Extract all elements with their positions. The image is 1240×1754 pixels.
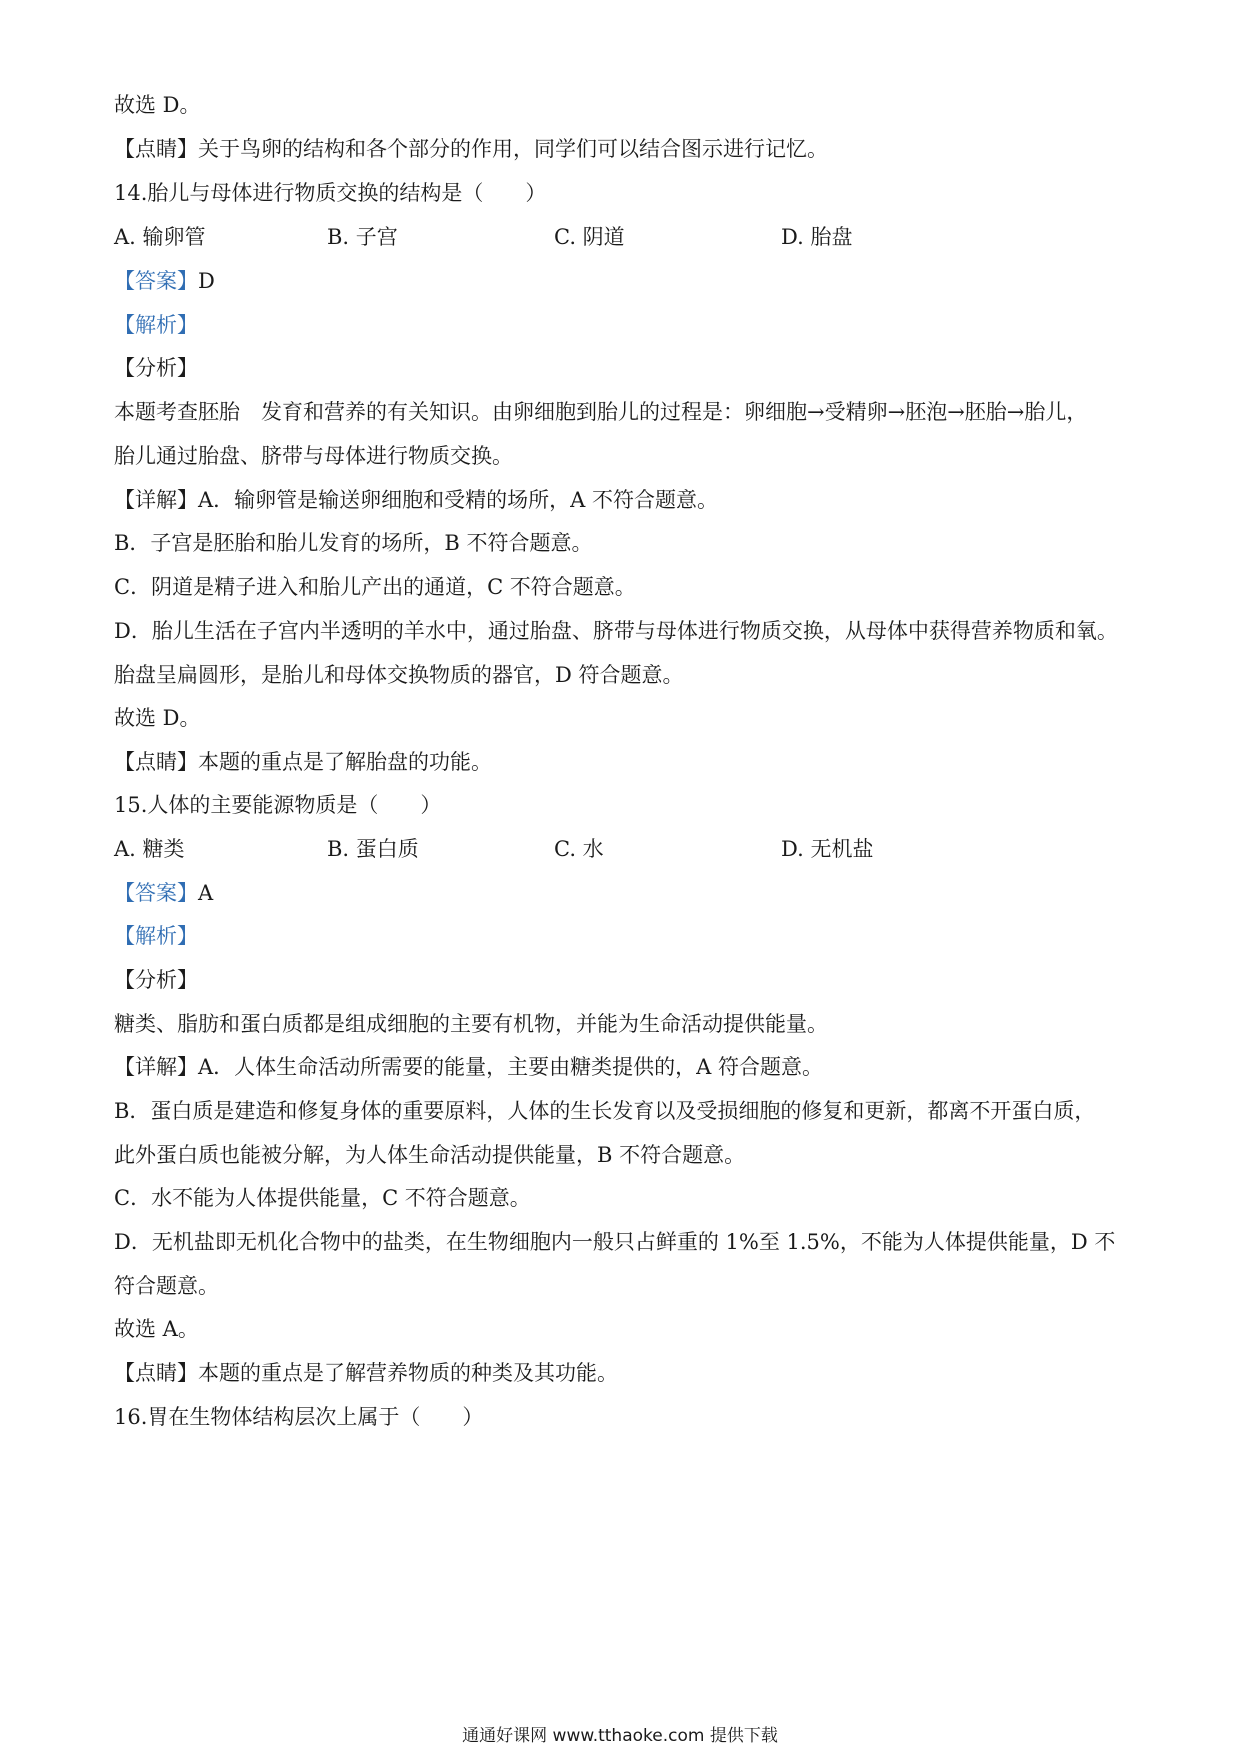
analysis-text: 胎儿通过胎盘、脐带与母体进行物质交换。 [114,444,513,468]
tip-text: 关于鸟卵的结构和各个部分的作用，同学们可以结合图示进行记忆。 [198,137,828,161]
analysis-text: 本题考查胚胎 发育和营养的有关知识。由卵细胞到胎儿的过程是：卵细胞→受精卵→胚泡→胚胎→胎儿， [114,400,1088,424]
detail-line [114,485,1134,515]
option-d: D. 胎盘 [781,225,853,249]
detail-line: B．蛋白质是建造和修复身体的重要原料，人体的生长发育以及受损细胞的修复和更新，都离不开蛋白质， [114,1099,1096,1123]
detail-line: B．子宫是胚胎和胎儿发育的场所，B 不符合题意。 [114,531,593,555]
detail-line: D．无机盐即无机化合物中的盐类，在生物细胞内一般只占鲜重的 1%至 1.5%，不能为人体提供能量，D 不 [114,1230,1116,1254]
detail-text: A．人体生命活动所需要的能量，主要由糖类提供的，A 符合题意。 [198,1055,824,1079]
option-c: C. 阴道 [554,225,625,249]
answer-tag: 【答案】 [114,881,198,905]
answer-line [114,266,1134,296]
detail-line: C．阴道是精子进入和胎儿产出的通道，C 不符合题意。 [114,575,636,599]
analysis-tag: 【解析】 [114,313,198,337]
tip-tag: 【点睛】 [114,1361,198,1385]
tip-line [114,134,1134,164]
question-16: 16.胃在生物体结构层次上属于（ ） [114,1405,484,1429]
analysis-tag: 【解析】 [114,924,198,948]
option-a: A. 糖类 [114,837,185,861]
detail-line: 此外蛋白质也能被分解，为人体生命活动提供能量，B 不符合题意。 [114,1143,746,1167]
question-14: 14.胎儿与母体进行物质交换的结构是（ ） [114,181,547,205]
detail-line: C．水不能为人体提供能量，C 不符合题意。 [114,1186,531,1210]
detail-text: A．输卵管是输送卵细胞和受精的场所，A 不符合题意。 [198,488,719,512]
detail-line: D．胎儿生活在子宫内半透明的羊水中，通过胎盘、脐带与母体进行物质交换，从母体中获得营养物质和氧。 [114,619,1118,643]
question-15: 15.人体的主要能源物质是（ ） [114,793,442,817]
option-c: C. 水 [554,837,604,861]
option-b: B. 子宫 [327,225,398,249]
footer-watermark: 通通好课网 www.tthaoke.com 提供下载 [462,1726,778,1746]
detail-tag: 【详解】 [114,488,198,512]
tip-line [114,1358,1134,1388]
question-15-options [114,834,1134,864]
detail-line: 胎盘呈扁圆形，是胎儿和母体交换物质的器官，D 符合题意。 [114,663,684,687]
tip-line [114,747,1134,777]
detail-line: 符合题意。 [114,1274,219,1298]
answer-line [114,878,1134,908]
answer-value: D [198,269,215,293]
conclusion-line: 故选 D。 [114,706,201,730]
question-14-options [114,222,1134,252]
fenxi-tag: 【分析】 [114,356,198,380]
fenxi-tag: 【分析】 [114,968,198,992]
conclusion-line: 故选 A。 [114,1317,199,1341]
tip-text: 本题的重点是了解营养物质的种类及其功能。 [198,1361,618,1385]
option-a: A. 输卵管 [114,225,206,249]
detail-line [114,1052,1134,1082]
tip-tag: 【点睛】 [114,137,198,161]
detail-tag: 【详解】 [114,1055,198,1079]
option-b: B. 蛋白质 [327,837,419,861]
conclusion-line: 故选 D。 [114,93,201,117]
analysis-text: 糖类、脂肪和蛋白质都是组成细胞的主要有机物，并能为生命活动提供能量。 [114,1012,828,1036]
answer-tag: 【答案】 [114,269,198,293]
tip-tag: 【点睛】 [114,750,198,774]
option-d: D. 无机盐 [781,837,874,861]
answer-value: A [198,881,214,905]
tip-text: 本题的重点是了解胎盘的功能。 [198,750,492,774]
